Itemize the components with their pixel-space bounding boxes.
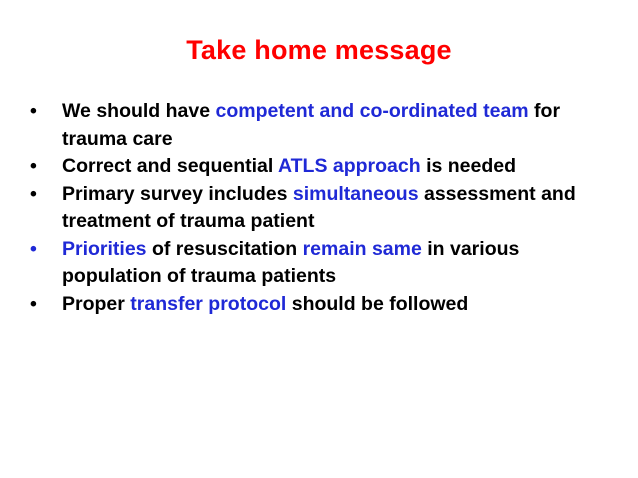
bullet-dot-icon: • xyxy=(30,182,37,205)
bullet-text: in various population of trauma patients xyxy=(62,237,520,287)
bullet-dot-icon: • xyxy=(30,100,37,122)
highlighted-text: simultaneous xyxy=(292,182,419,205)
highlighted-text: Priorities xyxy=(62,237,147,260)
highlighted-text: transfer protocol xyxy=(130,292,287,315)
bullet-text: We should have xyxy=(62,100,216,122)
bullet-item xyxy=(28,153,608,181)
bullet-item xyxy=(28,236,608,291)
bullet-text: Correct and sequential xyxy=(62,155,278,177)
bullet-text: is needed xyxy=(420,155,517,177)
bullet-text: should be followed xyxy=(286,292,469,315)
bullet-text: Primary survey includes xyxy=(62,182,293,205)
bullet-item xyxy=(28,291,608,319)
highlighted-text: remain same xyxy=(302,237,422,260)
bullet-text: Proper xyxy=(62,292,131,315)
bullet-item xyxy=(28,181,608,236)
bullet-dot-icon: • xyxy=(30,292,37,315)
bullet-text: assessment and treatment of trauma patient xyxy=(62,182,576,232)
highlighted-text: competent and co-ordinated team xyxy=(215,100,529,122)
bullet-list xyxy=(28,98,608,318)
bullet-text: of resuscitation xyxy=(146,237,303,260)
bullet-dot-icon: • xyxy=(30,155,37,177)
bullet-dot-icon: • xyxy=(30,237,37,260)
bullet-text: for trauma care xyxy=(62,100,561,150)
highlighted-text: ATLS approach xyxy=(278,155,421,177)
bullet-item xyxy=(28,98,608,153)
slide-title: Take home message xyxy=(186,35,452,65)
